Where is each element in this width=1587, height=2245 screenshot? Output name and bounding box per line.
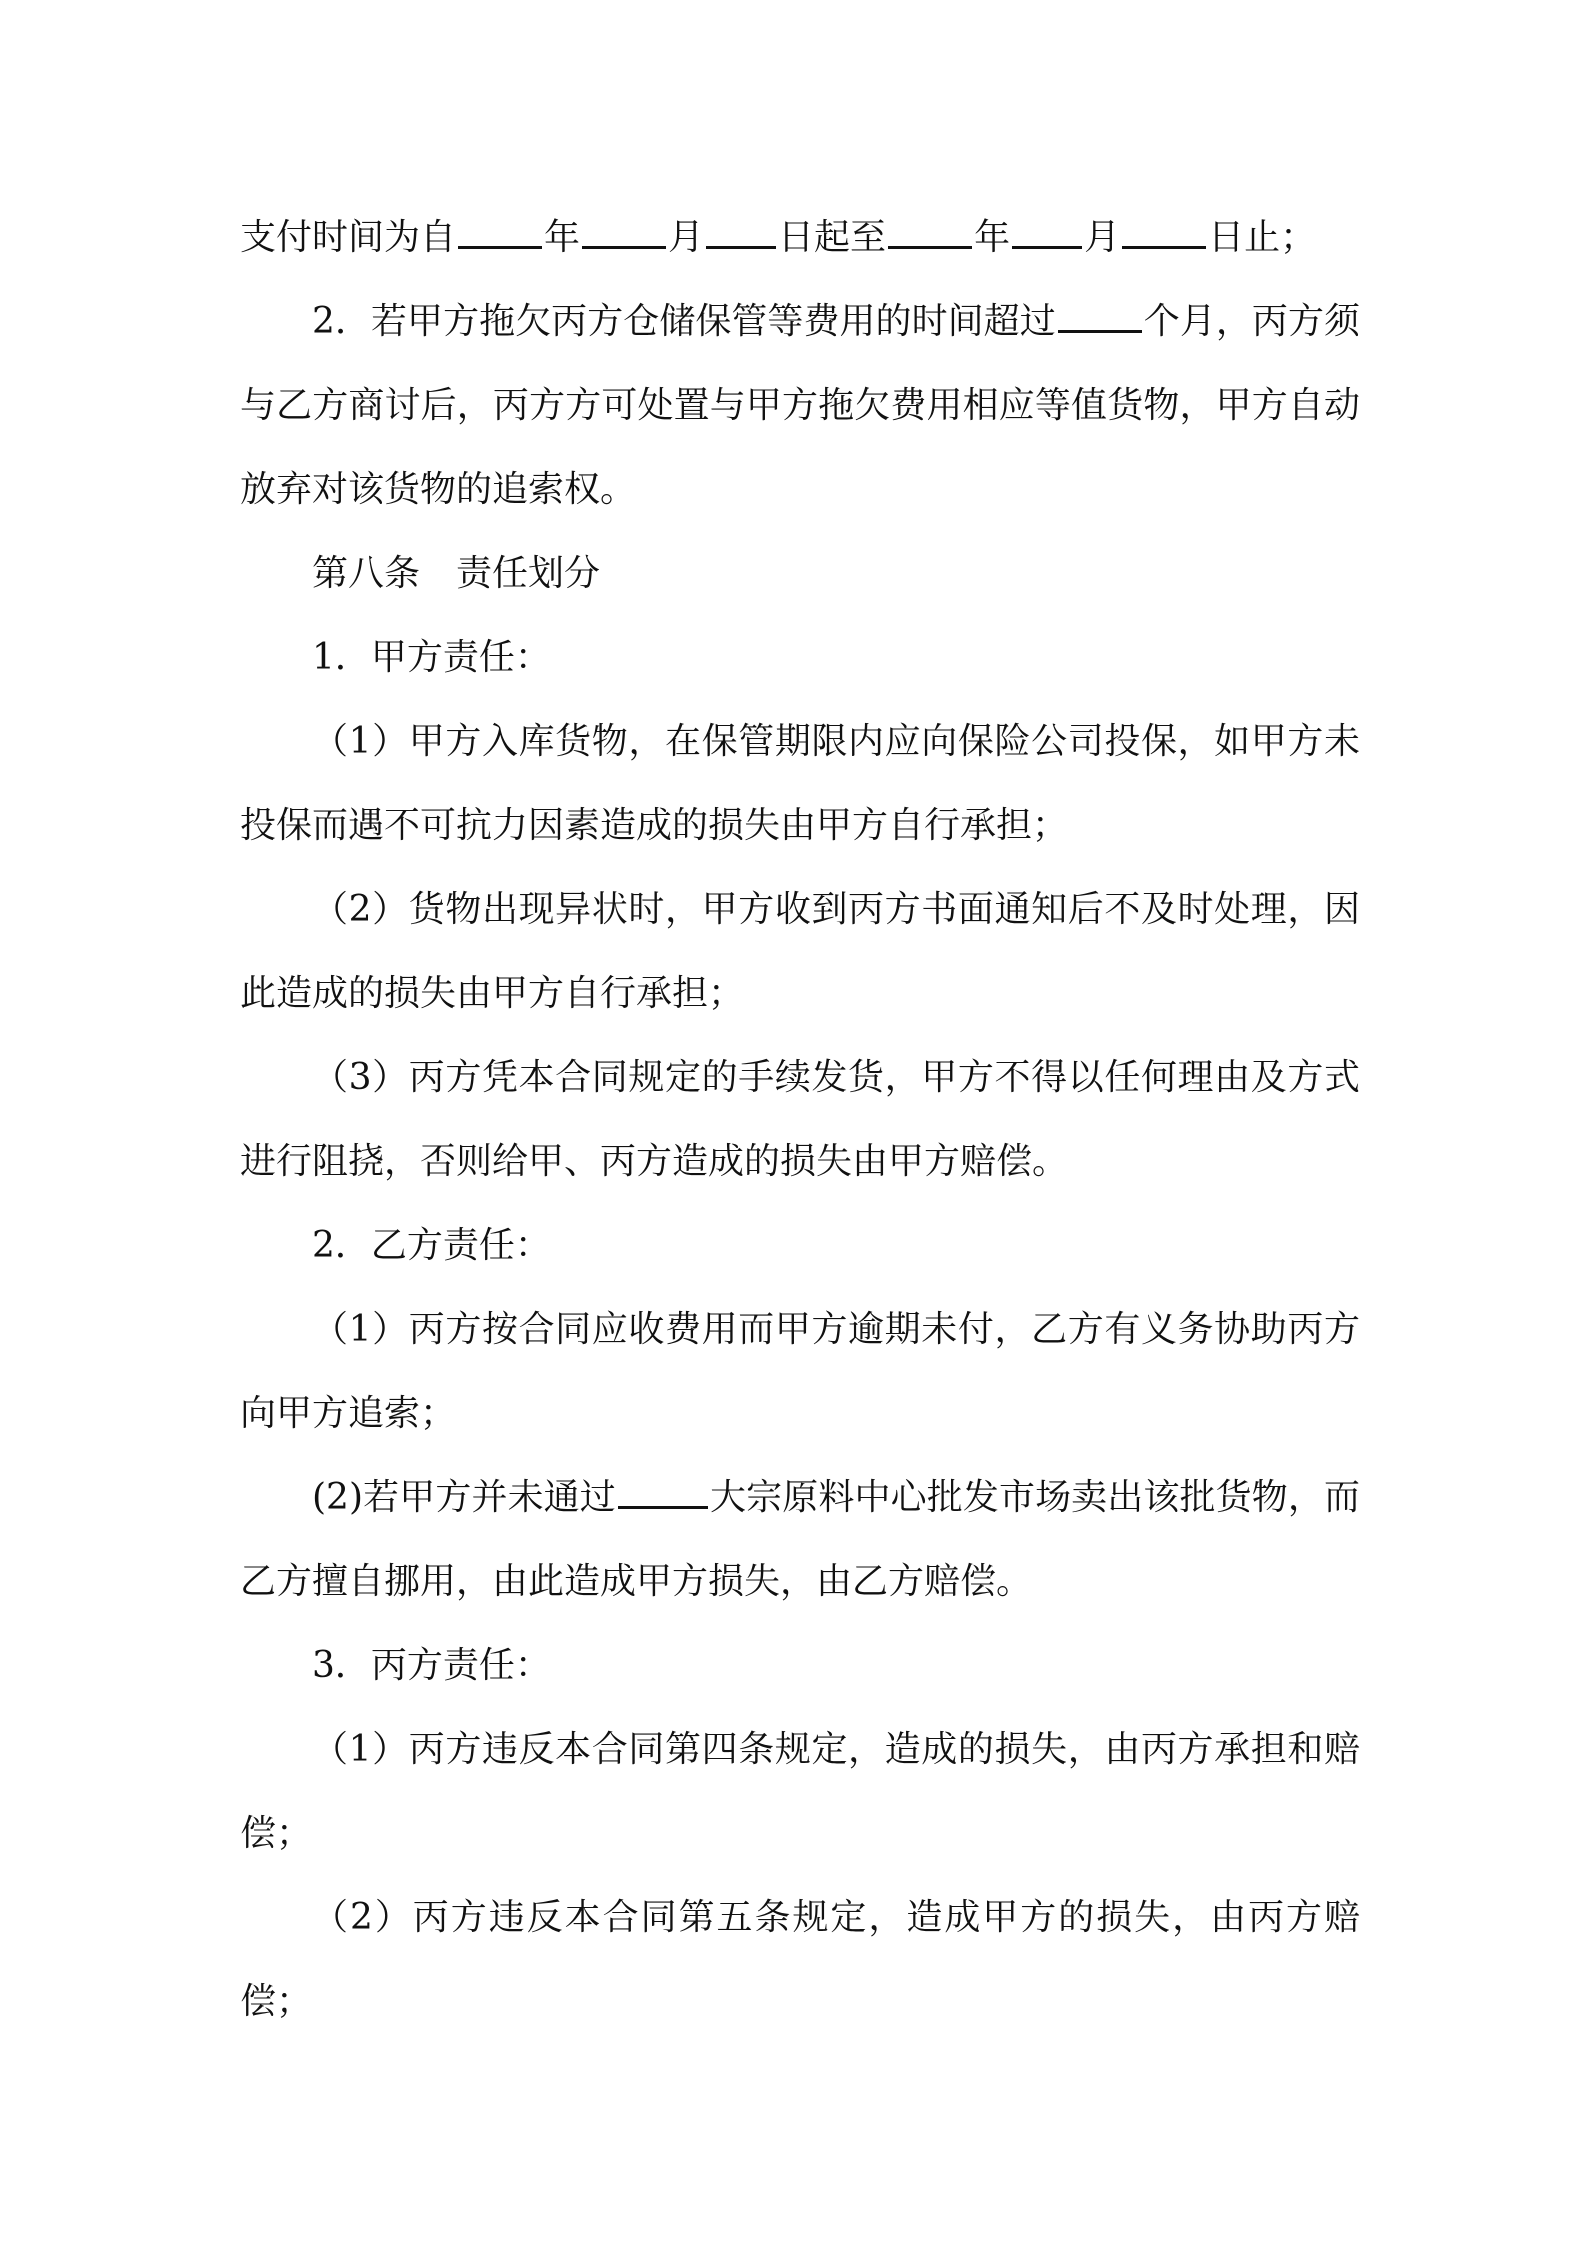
text-segment: 个月，丙方须与乙方商讨后，丙方方可处置与甲方拖欠费用相应等值货物，甲方自动放弃对该货物的追索权。 [240, 301, 1360, 510]
party-c-heading: 3．丙方责任： [312, 1645, 551, 1686]
text-segment: 日起至 [778, 217, 887, 258]
party-c-item-2: （2）丙方违反本合同第五条规定，造成甲方的损失，由丙方赔偿； [240, 1897, 1360, 2022]
blank-field [1122, 216, 1206, 249]
party-a-heading: 1．甲方责任： [312, 637, 551, 678]
clause-arrears [240, 280, 1360, 532]
payment-period-line [240, 196, 1360, 280]
text-segment: 月 [668, 217, 705, 258]
blank-field [582, 216, 666, 249]
blank-field [706, 216, 776, 249]
article-title: 责任划分 [456, 553, 601, 594]
party-c-item-1: （1）丙方违反本合同第四条规定，造成的损失，由丙方承担和赔偿； [240, 1729, 1360, 1854]
blank-field [1058, 300, 1142, 333]
party-b-item-2 [240, 1456, 1360, 1624]
text-segment: 月 [1084, 217, 1121, 258]
party-a-item-3: （3）丙方凭本合同规定的手续发货，甲方不得以任何理由及方式进行阻挠，否则给甲、丙方造成的损失由甲方赔偿。 [240, 1057, 1360, 1182]
text-segment: 日止； [1208, 217, 1317, 258]
text-segment: 年 [544, 217, 581, 258]
text-segment: (2)若甲方并未通过 [312, 1477, 616, 1518]
blank-field [1012, 216, 1082, 249]
text-segment: 年 [974, 217, 1011, 258]
article-eight-heading [240, 532, 1360, 616]
text-segment: 2．若甲方拖欠丙方仓储保管等费用的时间超过 [312, 301, 1056, 342]
blank-field [888, 216, 972, 249]
text-segment: 支付时间为自 [240, 217, 457, 258]
party-a-item-2: （2）货物出现异状时，甲方收到丙方书面通知后不及时处理，因此造成的损失由甲方自行承担； [240, 889, 1360, 1014]
party-b-heading: 2．乙方责任： [312, 1225, 551, 1266]
document-page [240, 196, 1360, 2044]
blank-field [618, 1476, 708, 1509]
party-a-item-1: （1）甲方入库货物，在保管期限内应向保险公司投保，如甲方未投保而遇不可抗力因素造成的损失由甲方自行承担； [240, 721, 1360, 846]
blank-field [458, 216, 542, 249]
text-segment: 大宗原料中心批发市场卖出该批货物，而乙方擅自挪用，由此造成甲方损失，由乙方赔偿。 [240, 1477, 1360, 1602]
article-number: 第八条 [312, 553, 421, 594]
party-b-item-1: （1）丙方按合同应收费用而甲方逾期未付，乙方有义务协助丙方向甲方追索； [240, 1309, 1360, 1434]
